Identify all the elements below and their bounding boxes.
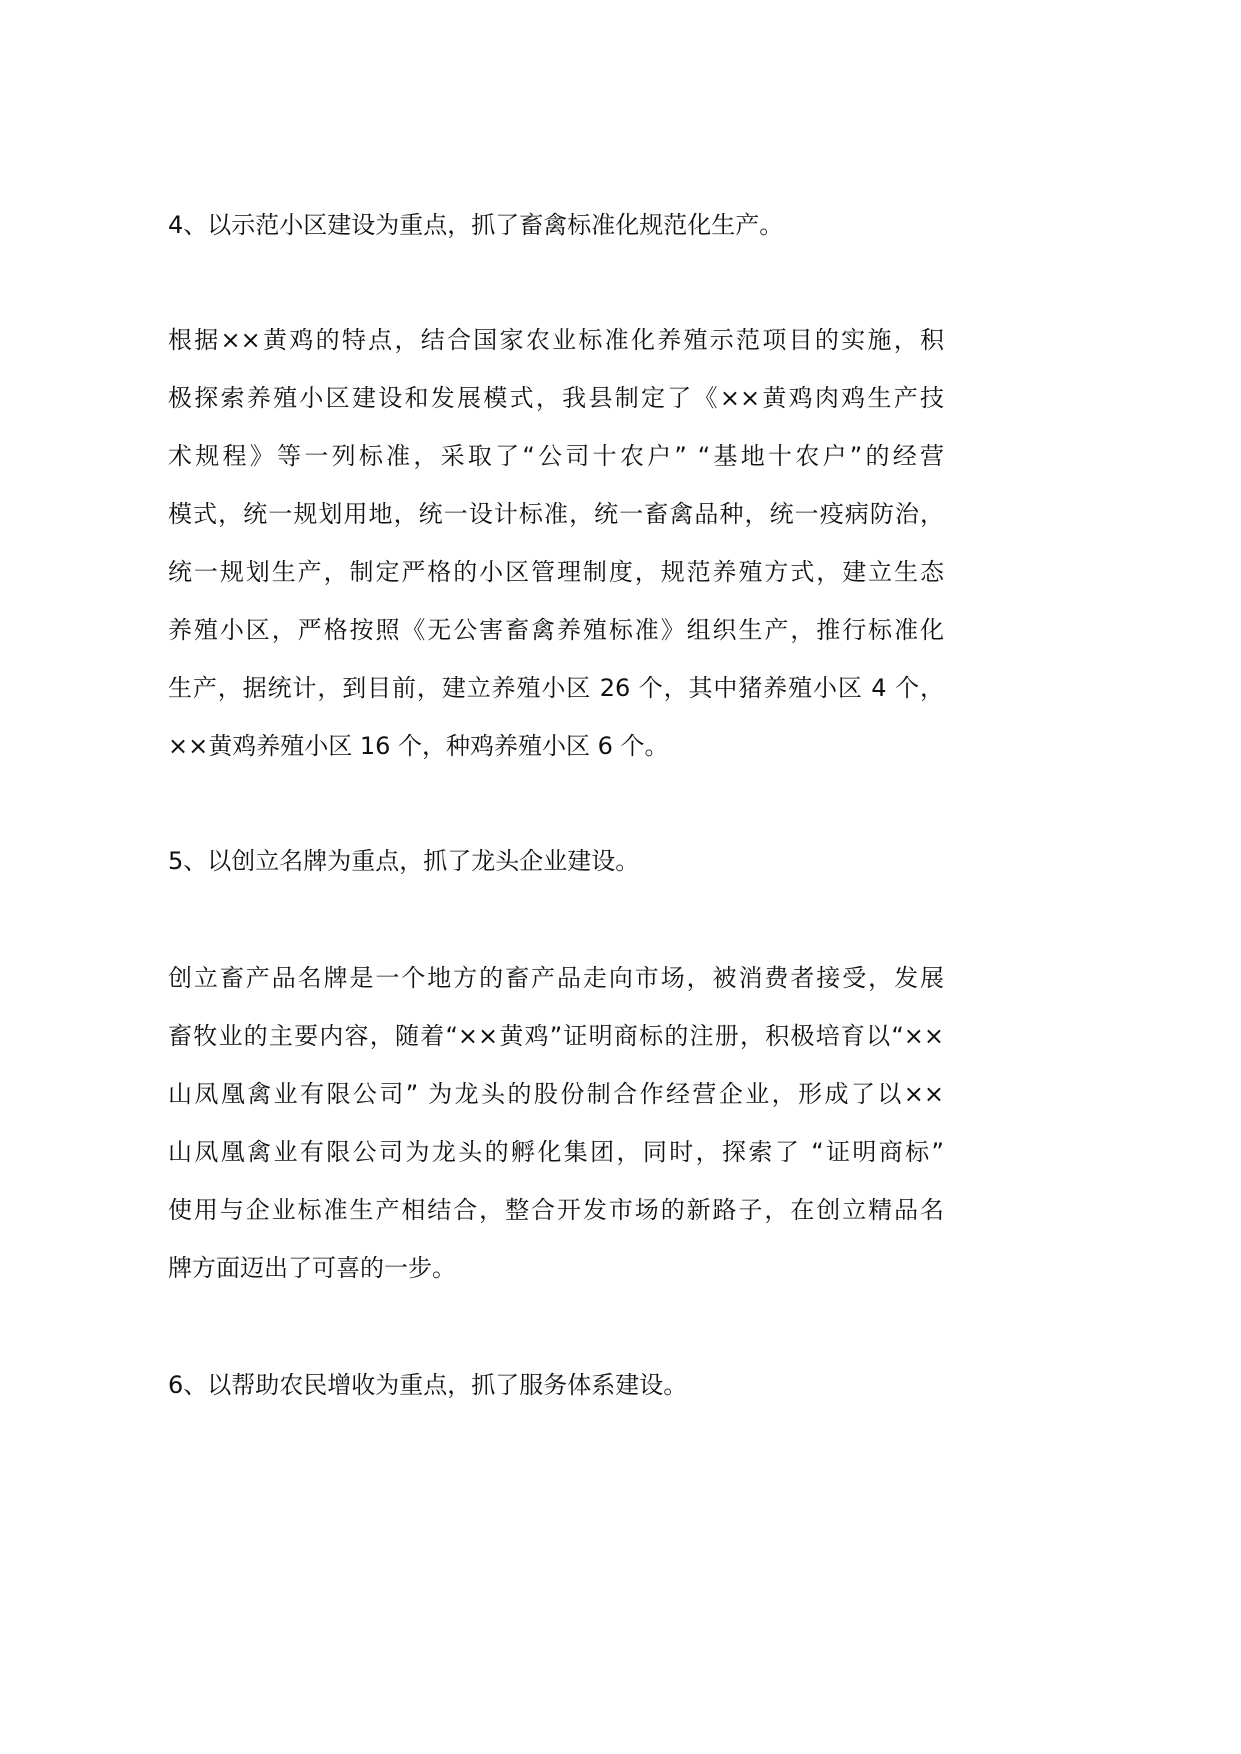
paragraph-line: 生产，据统计，到目前，建立养殖小区 26 个，其中猪养殖小区 4 个， bbox=[168, 674, 944, 702]
paragraph-line: 创立畜产品名牌是一个地方的畜产品走向市场，被消费者接受，发展 bbox=[168, 964, 944, 992]
paragraph-line: 统一规划生产，制定严格的小区管理制度，规范养殖方式，建立生态 bbox=[168, 558, 944, 586]
paragraph-line: 极探索养殖小区建设和发展模式，我县制定了《××黄鸡肉鸡生产技 bbox=[168, 384, 944, 412]
section-heading-6: 6、以帮助农民增收为重点，抓了服务体系建设。 bbox=[168, 1371, 688, 1399]
paragraph-line: 使用与企业标准生产相结合，整合开发市场的新路子，在创立精品名 bbox=[168, 1196, 944, 1224]
paragraph-line: ××黄鸡养殖小区 16 个，种鸡养殖小区 6 个。 bbox=[168, 732, 669, 760]
paragraph-line: 山凤凰禽业有限公司为龙头的孵化集团，同时，探索了 “证明商标” bbox=[168, 1138, 944, 1166]
paragraph-line: 畜牧业的主要内容，随着“××黄鸡”证明商标的注册，积极培育以“×× bbox=[168, 1022, 944, 1050]
paragraph-line: 根据××黄鸡的特点，结合国家农业标准化养殖示范项目的实施，积 bbox=[168, 326, 944, 354]
paragraph-line: 养殖小区，严格按照《无公害畜禽养殖标准》组织生产，推行标准化 bbox=[168, 616, 944, 644]
section-heading-4: 4、以示范小区建设为重点，抓了畜禽标准化规范化生产。 bbox=[168, 211, 784, 239]
section-heading-5: 5、以创立名牌为重点，抓了龙头企业建设。 bbox=[168, 847, 640, 875]
paragraph-line: 山凤凰禽业有限公司” 为龙头的股份制合作经营企业，形成了以×× bbox=[168, 1080, 944, 1108]
document-page bbox=[168, 0, 944, 1560]
paragraph-line: 模式，统一规划用地，统一设计标准，统一畜禽品种，统一疫病防治， bbox=[168, 500, 944, 528]
paragraph-line: 术规程》等一列标准，采取了“公司十农户” “基地十农户”的经营 bbox=[168, 442, 944, 470]
paragraph-line: 牌方面迈出了可喜的一步。 bbox=[168, 1254, 456, 1282]
